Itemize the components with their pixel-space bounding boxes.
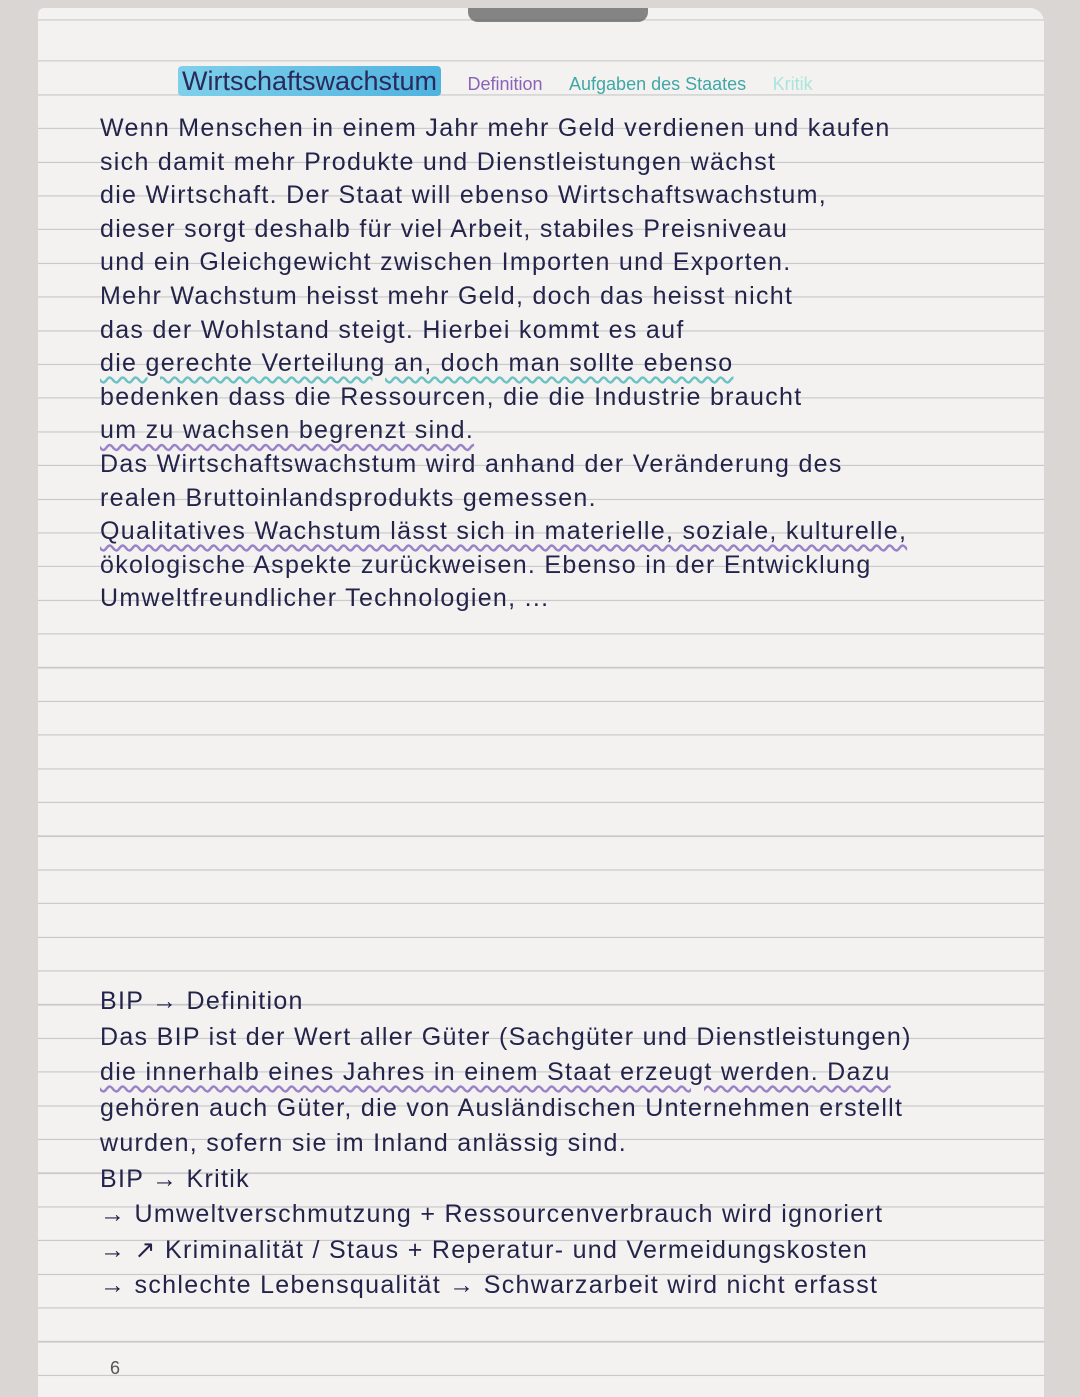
tab-definition: Definition: [467, 74, 543, 94]
text-line: um zu wachsen begrenzt sind.: [100, 416, 475, 445]
text-line: Das Wirtschaftswachstum wird anhand der Veränderung des: [100, 449, 843, 478]
text-line: Das BIP ist der Wert aller Güter (Sachgüter und Dienstleistungen): [100, 1022, 912, 1051]
text-line: Mehr Wachstum heisst mehr Geld, doch das heisst nicht: [100, 281, 794, 310]
text-line: bedenken dass die Ressourcen, die die Industrie braucht: [100, 382, 803, 411]
text-line: wurden, sofern sie im Inland anlässig sind.: [100, 1129, 627, 1157]
text-line: Qualitatives Wachstum lässt sich in materielle, soziale, kulturelle,: [100, 517, 908, 546]
text-line: dieser sorgt deshalb für viel Arbeit, stabiles Preisniveau: [100, 214, 789, 243]
tab-aufgaben: Aufgaben des Staates: [569, 74, 747, 94]
bip-kritik-heading: BIP → Kritik: [100, 1164, 250, 1193]
tab-kritik: Kritik: [772, 74, 813, 94]
text-line: die innerhalb eines Jahres in einem Staat erzeugt werden. Dazu: [100, 1058, 891, 1086]
text-line: Wenn Menschen in einem Jahr mehr Geld verdienen und kaufen: [100, 114, 891, 142]
wachstum-text: [100, 112, 1060, 616]
list-item: → Umweltverschmutzung + Ressourcenverbrauch wird ignoriert: [100, 1200, 884, 1228]
notebook-binding: [468, 8, 648, 22]
list-item: → ↗ Kriminalität / Staus + Reperatur- und Vermeidungskosten: [100, 1235, 869, 1264]
page-header: [178, 66, 813, 97]
page-number: 6: [110, 1358, 121, 1378]
text-line: Umweltfreundlicher Technologien, ...: [100, 584, 550, 613]
bip-definition-heading: BIP → Definition: [100, 987, 304, 1015]
page-title: Wirtschaftswachstum: [178, 66, 441, 96]
notebook-page: [38, 8, 1044, 1397]
text-line: ökologische Aspekte zurückweisen. Ebenso in der Entwicklung: [100, 550, 872, 579]
text-line: und ein Gleichgewicht zwischen Importen und Exporten.: [100, 248, 792, 277]
text-line: realen Bruttoinlandsprodukts gemessen.: [100, 483, 597, 512]
text-line: sich damit mehr Produkte und Dienstleistungen wächst: [100, 147, 777, 176]
bip-text: [100, 984, 1060, 1304]
text-line: die Wirtschaft. Der Staat will ebenso Wirtschaftswachstum,: [100, 181, 827, 210]
list-item: → schlechte Lebensqualität → Schwarzarbeit wird nicht erfasst: [100, 1271, 879, 1299]
text-line: das der Wohlstand steigt. Hierbei kommt es auf: [100, 315, 685, 344]
text-line: die gerechte Verteilung an, doch man sollte ebenso: [100, 349, 734, 378]
text-line: gehören auch Güter, die von Ausländischen Unternehmen erstellt: [100, 1093, 904, 1122]
